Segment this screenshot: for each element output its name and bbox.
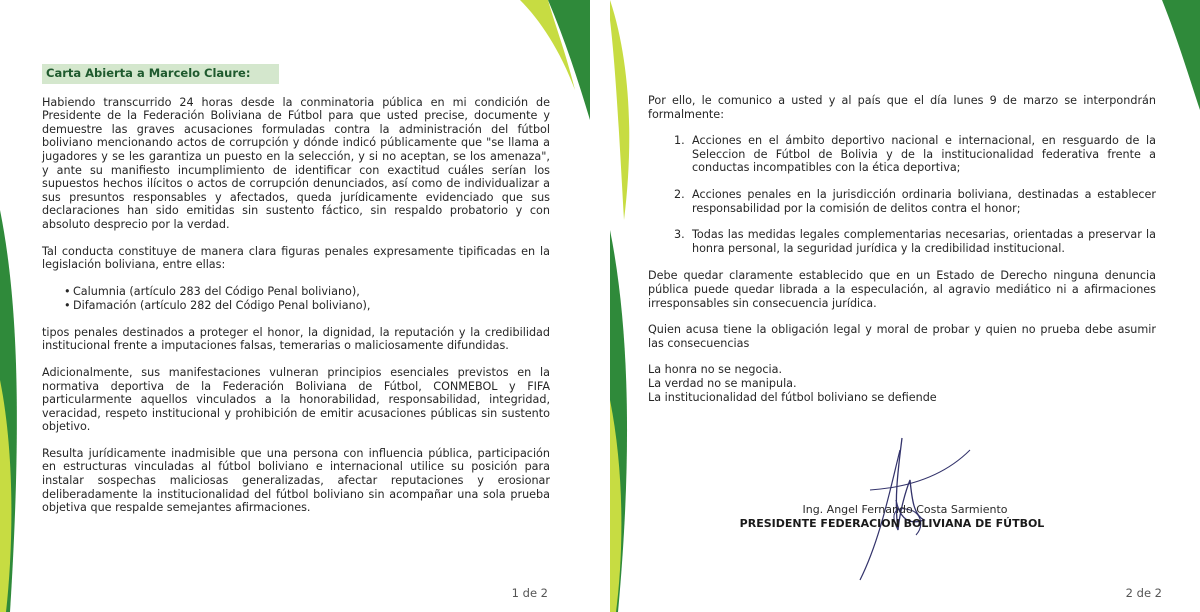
offense-item-calumnia: • Calumnia (artículo 283 del Código Penal boliviano), [64, 285, 550, 299]
offense-list [64, 285, 550, 313]
paragraph-1: Habiendo transcurrido 24 horas desde la conminatoria pública en mi condición de Presidente de la Federación Boliviana de Fútbol para que usted precise, documente y demuestre las graves acusaciones formuladas contra la administración del fútbol boliviano mencionando actos de corrupción y dónde indicó públicamente que "se llama a jugadores y se les garantiza un puesto en la selección, y si no aceptan, se los amenaza", y ante su manifiesto incumplimiento de identificar con exactitud cuáles serían los supuestos hechos ilícitos o actos de corrupción denunciados, así como de individualizar a sus presuntos responsables y afectados, queda jurídicamente evidenciado que sus declaraciones han sido emitidas sin sustento fáctico, sin respaldo probatorio y con absoluto desprecio por la verdad. [42, 95, 550, 231]
offense-item-difamacion: • Difamación (artículo 282 del Código Penal boliviano), [64, 299, 550, 313]
legal-action-item: 2. Acciones penales en la jurisdicción ordinaria boliviana, destinadas a establecer responsabilidad por la comisión de delitos contra el honor; [674, 187, 1156, 215]
page-number: 1 de 2 [511, 586, 548, 600]
motto-line: La verdad no se manipula. [648, 377, 797, 391]
letter-page-2 [610, 0, 1200, 612]
letter-heading: Carta Abierta a Marcelo Claure: [42, 64, 279, 84]
motto-line: La honra no se negocia. [648, 363, 783, 377]
signer-name: Ing. Angel Fernando Costa Sarmiento [802, 503, 1008, 516]
paragraph-intro: Por ello, le comunico a usted y al país que el día lunes 9 de marzo se interpondrán formalmente: [648, 94, 1156, 121]
paragraph-2: Tal conducta constituye de manera clara figuras penales expresamente tipificadas en la legislación boliviana, entre ellas: [42, 244, 550, 272]
page-gutter [590, 0, 610, 612]
legal-action-item: 3. Todas las medidas legales complementarias necesarias, orientadas a preservar la honra personal, la seguridad jurídica y la credibilidad institucional. [674, 228, 1156, 255]
letter-body-page-1 [42, 64, 550, 528]
paragraph-4: Adicionalmente, sus manifestaciones vulneran principios esenciales previstos en la normativa deportiva de la Federación Boliviana de Fútbol, CONMEBOL y FIFA particularmente aquellos vinculados a la honorabilidad, responsabilidad, integridad, veracidad, respeto institucional y prohibición de emitir acusaciones públicas sin sustento objetivo. [42, 365, 550, 434]
legal-actions-list [674, 134, 1156, 255]
closing-mottos [648, 363, 1156, 405]
paragraph-burden-of-proof: Quien acusa tiene la obligación legal y moral de probar y quien no prueba debe asumir las consecuencias [648, 323, 1156, 350]
motto-line: La institucionalidad del fútbol boliviano se defiende [648, 391, 937, 405]
paragraph-3: tipos penales destinados a proteger el honor, la dignidad, la reputación y la credibilidad institucional frente a imputaciones falsas, temerarias o maliciosamente difundidas. [42, 325, 550, 353]
signer-title: PRESIDENTE FEDERACION BOLIVIANA DE FÚTBOL [739, 517, 1045, 530]
letter-page-1 [0, 0, 590, 612]
page-number: 2 de 2 [1125, 586, 1162, 600]
letter-body-page-2 [648, 94, 1156, 405]
paragraph-5: Resulta jurídicamente inadmisible que una persona con influencia pública, participación en estructuras vinculadas al fútbol boliviano e internacional utilice su posición para instalar sospechas maliciosas generalizadas, afectar reputaciones y erosionar deliberadamente la institucionalidad del fútbol boliviano sin acompañar una sola prueba objetiva que respalde semejantes afirmaciones. [42, 446, 550, 515]
paragraph-rule-of-law: Debe quedar claramente establecido que en un Estado de Derecho ninguna denuncia pública puede quedar librada a la especulación, al agravio mediático ni a afirmaciones irresponsables sin consecuencia jurídica. [648, 269, 1156, 310]
legal-action-item: 1. Acciones en el ámbito deportivo nacional e internacional, en resguardo de la Seleccion de Fútbol de Bolivia y de la institucionalidad federativa frente a conductas incompatibles con la ética deportiva; [674, 134, 1156, 175]
